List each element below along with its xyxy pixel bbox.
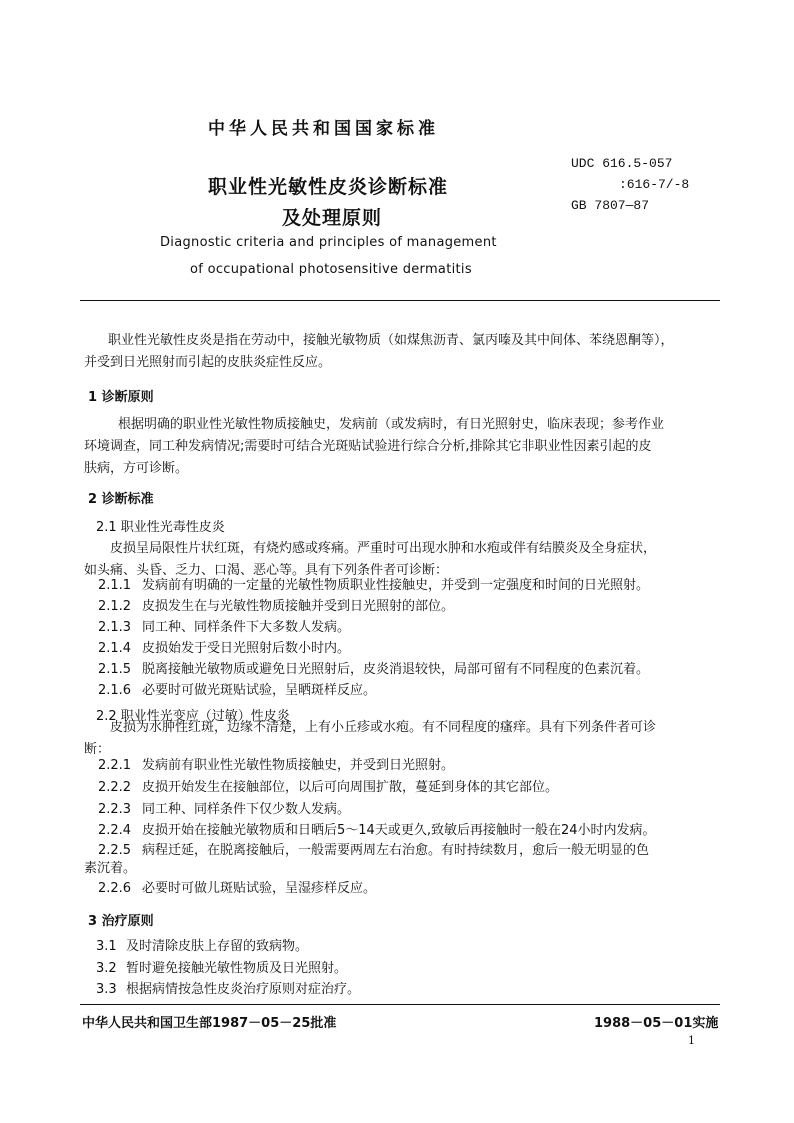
item-text: 皮损发生在与光敏性物质接触并受到日光照射的部位。 bbox=[142, 599, 455, 614]
sub22-heading: 2.2 职业性光变应（过敏）性皮炎 bbox=[96, 709, 290, 724]
item-number: 2.1.3 bbox=[98, 620, 132, 635]
gb-number: GB 7807—87 bbox=[571, 198, 650, 213]
list-item bbox=[96, 958, 347, 980]
document-title-line2: 及处理原则 bbox=[282, 207, 383, 229]
approval-date: 中华人民共和国卫生部1987－05－25批准 bbox=[82, 1016, 337, 1031]
item-number: 3.1 bbox=[96, 939, 117, 954]
sub21-line2: 如头痛、头昏、乏力、口渴、恶心等。具有下列条件者可诊断： bbox=[84, 563, 449, 578]
section1-line1: 根据明确的职业性光敏性物质接触史，发病前（或发病时，有日光照射史，临床表现；参考作业 bbox=[118, 417, 665, 432]
item-text: 暂时避免接触光敏性物质及日光照射。 bbox=[126, 961, 348, 976]
list-item bbox=[98, 755, 454, 777]
item-text: 必要时可做儿斑贴试验，呈湿疹样反应。 bbox=[142, 881, 377, 896]
item-number: 2.1.2 bbox=[98, 599, 132, 614]
item-text: 皮损开始发生在接触部位，以后可向周围扩散，蔓延到身体的其它部位。 bbox=[142, 780, 559, 795]
list-item bbox=[98, 777, 558, 799]
page-number: 1 bbox=[688, 1034, 695, 1047]
list-item bbox=[98, 840, 649, 862]
list-item bbox=[98, 575, 649, 597]
classification-block bbox=[571, 153, 689, 216]
item-number: 2.1.4 bbox=[98, 641, 132, 656]
header-divider bbox=[80, 300, 720, 301]
list-item bbox=[98, 596, 454, 618]
section1-line3: 肤病，方可诊断。 bbox=[84, 461, 189, 476]
item-text: 皮损开始在接触光敏物质和日晒后5～14天或更久,致敏后再接触时一般在24小时内发病。 bbox=[142, 823, 656, 838]
item-text: 根据病情按急性皮炎治疗原则对症治疗。 bbox=[126, 982, 361, 997]
item-text: 脱离接触光敏物质或避免日光照射后，皮炎消退较快，局部可留有不同程度的色素沉着。 bbox=[142, 662, 650, 677]
footer-divider bbox=[80, 1004, 720, 1005]
section3-heading: 3 治疗原则 bbox=[88, 914, 154, 929]
item-text: 同工种、同样条件下大多数人发病。 bbox=[142, 620, 351, 635]
item-text: 及时清除皮肤上存留的致病物。 bbox=[126, 939, 309, 954]
item-number: 3.2 bbox=[96, 961, 117, 976]
item-number: 3.3 bbox=[96, 982, 117, 997]
list-item bbox=[98, 617, 350, 639]
english-title-line2: of occupational photosensitive dermatitis bbox=[190, 262, 472, 277]
sub22-line1: 皮损为水肿性红斑，边缘不清楚，上有小丘疹或水疱。有不同程度的瘙痒。具有下列条件者可诊 bbox=[110, 720, 657, 735]
list-item bbox=[98, 878, 376, 900]
item-text: 病程迁延，在脱离接触后，一般需要两周左右治愈。有时持续数月，愈后一般无明显的色 bbox=[142, 843, 650, 858]
implementation-date: 1988－05－01实施 bbox=[594, 1016, 719, 1031]
item-number: 2.2.5 bbox=[98, 843, 132, 858]
list-item bbox=[98, 680, 376, 702]
section2-heading: 2 诊断标准 bbox=[88, 492, 154, 507]
item-text: 同工种、同样条件下仅少数人发病。 bbox=[142, 802, 351, 817]
item-text: 皮损始发于受日光照射后数小时内。 bbox=[142, 641, 351, 656]
udc-subcode: :616-7/-8 bbox=[619, 177, 690, 192]
list-item bbox=[98, 799, 350, 821]
sub21-heading: 2.1 职业性光毒性皮炎 bbox=[96, 520, 225, 535]
list-item bbox=[98, 659, 649, 681]
item-text: 必要时可做光斑贴试验，呈晒斑样反应。 bbox=[142, 683, 377, 698]
document-title-line1: 职业性光敏性皮炎诊断标准 bbox=[208, 176, 449, 198]
item-continuation: 素沉着。 bbox=[84, 861, 137, 876]
item-number: 2.1.5 bbox=[98, 662, 132, 677]
item-number: 2.2.1 bbox=[98, 758, 132, 773]
item-text: 发病前有职业性光敏性物质接触史，并受到日光照射。 bbox=[142, 758, 455, 773]
item-number: 2.1.6 bbox=[98, 683, 132, 698]
intro-line2: 并受到日光照射而引起的皮肤炎症性反应。 bbox=[84, 355, 332, 370]
country-standard-title: 中华人民共和国国家标准 bbox=[208, 119, 439, 139]
intro-line1: 职业性光敏性皮炎是指在劳动中，接触光敏物质（如煤焦沥青、氯丙嗪及其中间体、苯绕恩酮等）， bbox=[108, 333, 674, 348]
item-number: 2.2.3 bbox=[98, 802, 132, 817]
english-title-line1: Diagnostic criteria and principles of management bbox=[160, 235, 497, 250]
item-number: 2.1.1 bbox=[98, 578, 132, 593]
list-item bbox=[98, 820, 656, 842]
sub22-line2: 断： bbox=[84, 742, 111, 757]
list-item bbox=[96, 979, 360, 1001]
list-item bbox=[98, 638, 350, 660]
udc-code: UDC 616.5-057 bbox=[571, 156, 673, 171]
item-number: 2.2.2 bbox=[98, 780, 132, 795]
list-item bbox=[96, 936, 308, 958]
item-number: 2.2.4 bbox=[98, 823, 132, 838]
item-number: 2.2.6 bbox=[98, 881, 132, 896]
section1-heading: 1 诊断原则 bbox=[88, 390, 154, 405]
item-text: 发病前有明确的一定量的光敏性物质职业性接触史，并受到一定强度和时间的日光照射。 bbox=[142, 578, 650, 593]
section1-line2: 环境调查，同工种发病情况;需要时可结合光斑贴试验进行综合分析,排除其它非职业性因素引起的皮 bbox=[84, 439, 652, 454]
sub21-line1: 皮损呈局限性片状红斑，有烧灼感或疼痛。严重时可出现水肿和水疱或伴有结膜炎及全身症状， bbox=[110, 541, 657, 556]
